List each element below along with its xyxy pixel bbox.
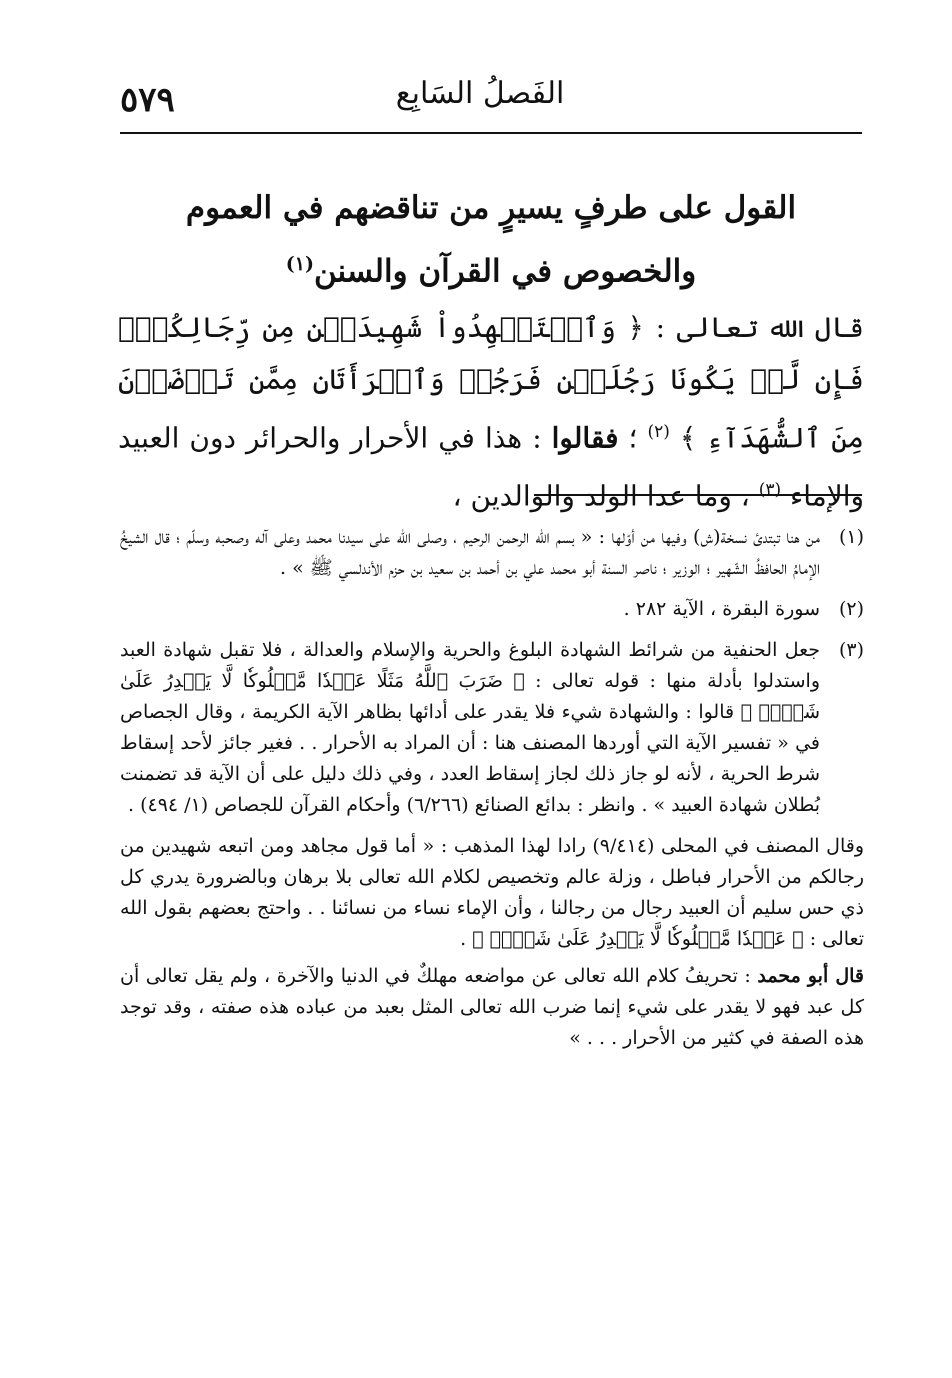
footnote-number: (٣) bbox=[838, 639, 864, 661]
body-text-3: ، وما عدا الولد والوالدين ، bbox=[452, 479, 759, 513]
footnote-number: (٢) bbox=[838, 598, 864, 620]
footnote-3 bbox=[120, 635, 864, 821]
footnote-continuation bbox=[120, 831, 864, 1054]
footnote-ref-1: (١) bbox=[285, 253, 314, 275]
footnote-text: سورة البقرة ، الآية ٢٨٢ . bbox=[623, 598, 820, 620]
page-number: ٥٧٩ bbox=[120, 80, 175, 120]
body-sep: ؛ bbox=[618, 421, 648, 455]
footnote-1 bbox=[120, 522, 864, 584]
footnote-text: من هنا تبتدئ نسخة(ش) وفيها من أوّلها : « بسم الله الرحمن الرحيم ، وصلى الله على سيدنا محمد وعلى آله وصحبه وسلّم ؛ قال الشيخُ الإمامُ الحافظُ الشّهير ؛ الوزير ؛ ناصر السنة أبو محمد علي بن أحمد بن سعيد بن حزم الأندلسي ﷺ » . bbox=[120, 526, 820, 579]
footnote-separator bbox=[534, 494, 862, 496]
footnote-ref-3: (٣) bbox=[758, 480, 782, 501]
header-rule bbox=[120, 132, 862, 134]
title-line-1: القول على طرفٍ يسيرٍ من تناقضهم في العموم bbox=[185, 190, 797, 226]
continuation-lead: قال أبو محمد bbox=[757, 965, 864, 987]
intro-text: قال الله تعالى : bbox=[643, 311, 864, 344]
main-text bbox=[118, 302, 864, 523]
running-head: الفَصلُ السَابِع bbox=[395, 76, 565, 111]
title-line-2-text: والخصوص في القرآن والسنن bbox=[313, 253, 697, 290]
footnote-2 bbox=[120, 594, 864, 625]
body-bold-word: فقالوا bbox=[551, 421, 619, 455]
quran-verse: ﴿ وَٱسۡتَشۡهِدُواْ شَهِيدَيۡنِ مِن رِّجَالِكُمۡۖ فَإِن لَّمۡ يَكُونَا رَجُلَيۡنِ فَرَجُلٞ وَٱمۡرَأَتَانِ مِمَّن تَرۡضَوۡنَ مِنَ ٱلشُّهَدَآءِ ﴾ bbox=[118, 311, 864, 455]
body-text-2: : هذا في الأحرار والحرائر دون العبيد والإماء bbox=[118, 421, 864, 513]
footnotes bbox=[120, 522, 864, 1060]
continuation-paragraph-2 bbox=[120, 961, 864, 1054]
title-line-2 bbox=[120, 236, 862, 299]
continuation-paragraph-1: وقال المصنف في المحلى (٩/٤١٤) رادا لهذا المذهب : « أما قول مجاهد ومن اتبعه شهيدين من رجالكم من الأحرار فباطل ، وزلة عالم وتخصيص لكلام الله تعالى بلا برهان وبالضرورة يدري كل ذي حس سليم أن العبيد رجال من رجالنا ، وأن الإماء نساء من نسائنا . . واحتج بعضهم بقول الله تعالى : ﴿ عَبۡدٗا مَّمۡلُوكٗا لَّا يَقۡدِرُ عَلَىٰ شَيۡءٖ ﴾ . bbox=[120, 835, 864, 950]
footnote-text: جعل الحنفية من شرائط الشهادة البلوغ والحرية والإسلام والعدالة ، فلا تقبل شهادة العبد واستدلوا بأدلة منها : قوله تعالى : ﴿ ضَرَبَ ٱللَّهُ مَثَلًا عَبۡدٗا مَّمۡلُوكٗا لَّا يَقۡدِرُ عَلَىٰ شَيۡءٖ ﴾ قالوا : والشهادة شيء فلا يقدر على أدائها بظاهر الآية الكريمة ، وقال الجصاص في « تفسير الآية التي أوردها المصنف هنا : أن المراد به الأحرار . . فغير جائز لأحد إسقاط شرط الحرية ، لأنه لو جاز ذلك لجاز إسقاط العدد ، وفي ذلك دليل على أن الآية قد تضمنت بُطلان شهادة العبيد » . وانظر : بدائع الصنائع (٦/٢٦٦) وأحكام القرآن للجصاص (١/ ٤٩٤) . bbox=[120, 639, 820, 816]
continuation-text: : تحريفُ كلام الله تعالى عن مواضعه مهلكٌ في الدنيا والآخرة ، ولم يقل تعالى أن كل عبد فهو لا يقدر على شيء إنما ضرب الله تعالى المثل بعبد من عباده هذه صفته ، وقد توجد هذه الصفة في كثير من الأحرار . . . » bbox=[120, 965, 864, 1049]
footnote-ref-2: (٢) bbox=[647, 422, 670, 442]
footnote-number: (١) bbox=[838, 526, 864, 548]
page-header bbox=[120, 72, 840, 128]
main-paragraph bbox=[118, 302, 864, 523]
section-title bbox=[120, 180, 862, 299]
